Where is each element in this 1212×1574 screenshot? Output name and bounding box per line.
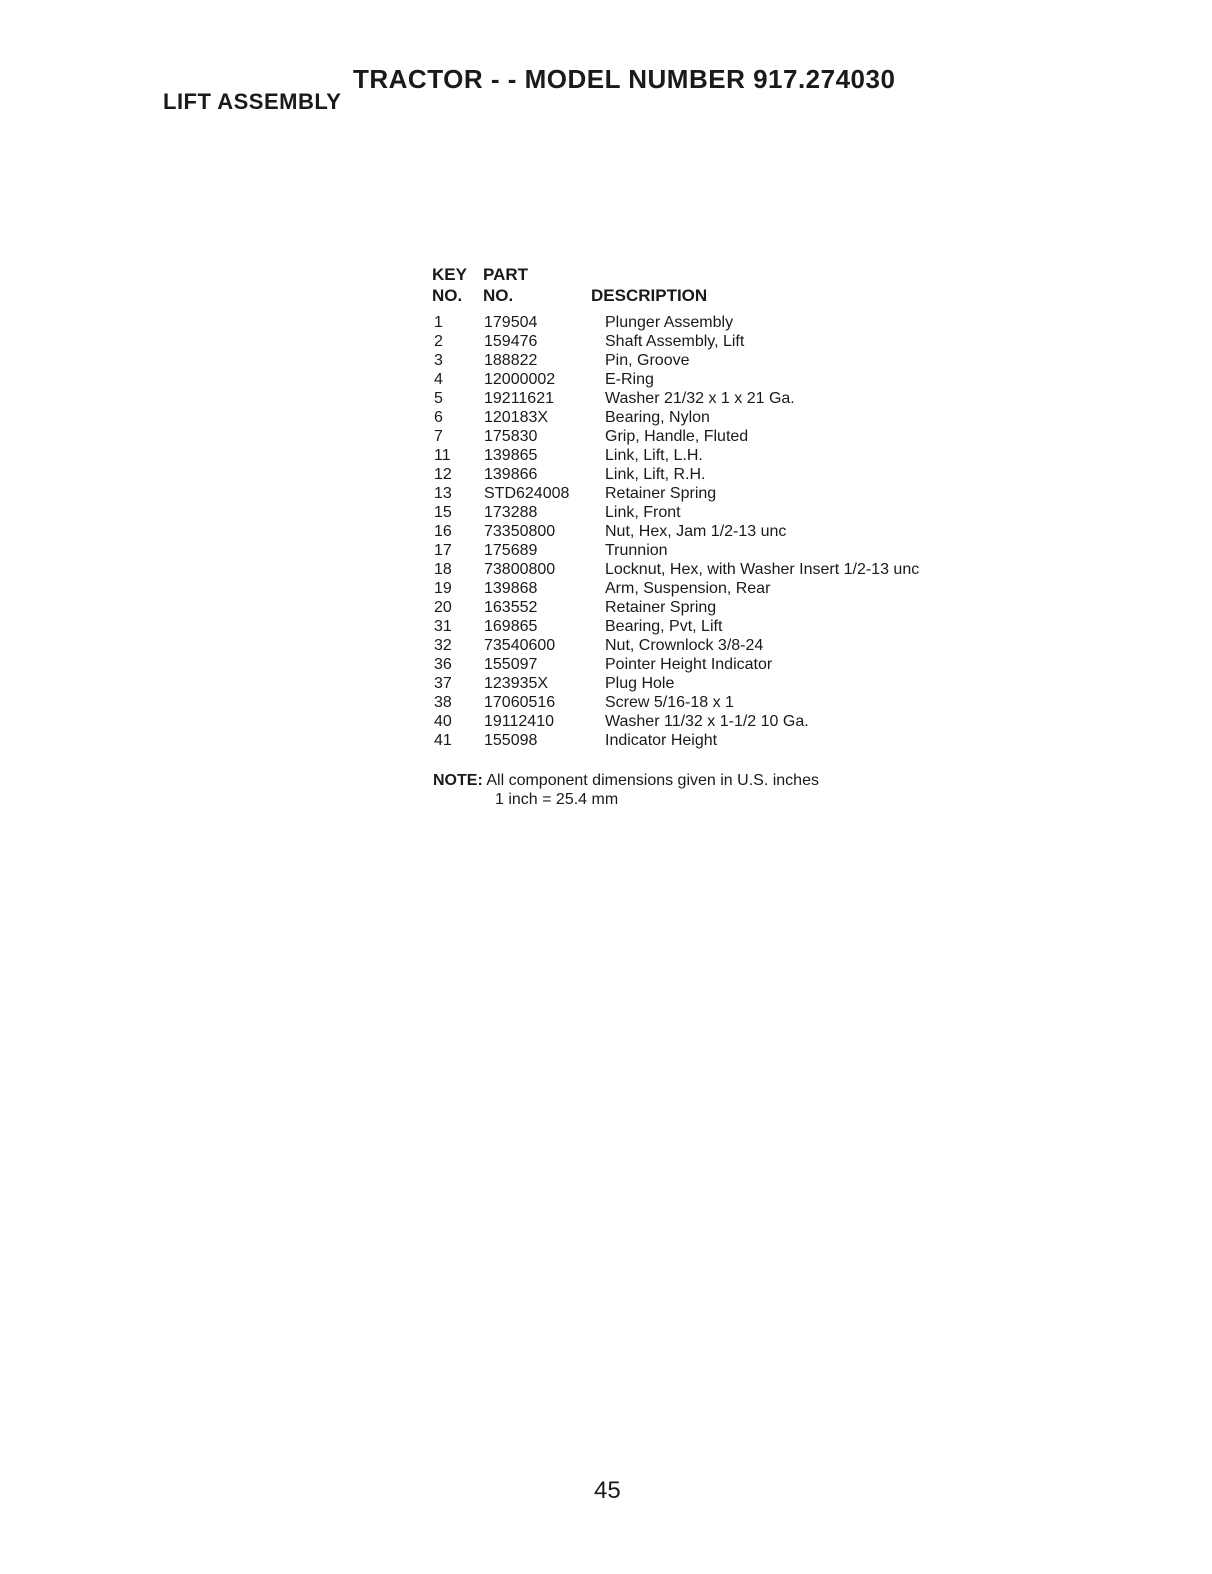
- part-number: 19211621: [484, 390, 554, 407]
- part-description: Link, Front: [605, 504, 681, 521]
- key-number: 17: [434, 542, 452, 559]
- key-number: 12: [434, 466, 452, 483]
- key-number: 18: [434, 561, 452, 578]
- page-title: TRACTOR - - MODEL NUMBER 917.274030: [353, 64, 896, 94]
- key-number: 6: [434, 409, 443, 426]
- part-number: 19112410: [484, 713, 554, 730]
- key-header-line2: NO.: [432, 286, 463, 305]
- part-description: Indicator Height: [605, 732, 718, 749]
- part-number: 123935X: [484, 675, 549, 692]
- key-number: 40: [434, 713, 452, 730]
- part-number: 169865: [484, 618, 538, 635]
- note-line1: All component dimensions given in U.S. inches: [486, 772, 819, 789]
- part-number: 73800800: [484, 561, 556, 578]
- part-description: Bearing, Nylon: [605, 409, 710, 426]
- key-number: 37: [434, 675, 452, 692]
- part-number: 155098: [484, 732, 538, 749]
- part-description: Bearing, Pvt, Lift: [605, 618, 723, 635]
- part-description: Locknut, Hex, with Washer Insert 1/2-13 unc: [605, 561, 920, 578]
- part-number: 175689: [484, 542, 538, 559]
- part-number: 159476: [484, 333, 538, 350]
- part-description: Grip, Handle, Fluted: [605, 428, 749, 445]
- key-number: 3: [434, 352, 443, 369]
- part-description: Washer 11/32 x 1-1/2 10 Ga.: [605, 713, 809, 730]
- part-description: Plunger Assembly: [605, 314, 734, 331]
- key-number: 36: [434, 656, 452, 673]
- key-number: 38: [434, 694, 452, 711]
- description-header: DESCRIPTION: [591, 286, 708, 305]
- part-description: Retainer Spring: [605, 485, 717, 502]
- part-description: Nut, Crownlock 3/8-24: [605, 637, 764, 654]
- part-description: Pointer Height Indicator: [605, 656, 773, 673]
- part-number: 12000002: [484, 371, 556, 388]
- part-number: 73350800: [484, 523, 556, 540]
- key-number: 7: [434, 428, 443, 445]
- key-number: 13: [434, 485, 452, 502]
- part-description: Link, Lift, L.H.: [605, 447, 703, 464]
- key-header-line1: KEY: [432, 265, 467, 284]
- part-description: E-Ring: [605, 371, 654, 388]
- page-number: 45: [594, 1477, 621, 1504]
- key-number: 31: [434, 618, 452, 635]
- part-description: Plug Hole: [605, 675, 675, 692]
- key-number: 2: [434, 333, 443, 350]
- part-description: Screw 5/16-18 x 1: [605, 694, 734, 711]
- part-number: 73540600: [484, 637, 556, 654]
- note: [433, 771, 819, 809]
- part-description: Trunnion: [605, 542, 668, 559]
- part-description: Nut, Hex, Jam 1/2-13 unc: [605, 523, 787, 540]
- part-number: 173288: [484, 504, 538, 521]
- part-number: 139865: [484, 447, 538, 464]
- part-number: 120183X: [484, 409, 549, 426]
- part-number: 163552: [484, 599, 538, 616]
- part-number: 17060516: [484, 694, 556, 711]
- key-number: 4: [434, 371, 443, 388]
- part-description: Arm, Suspension, Rear: [605, 580, 771, 597]
- key-number: 11: [434, 447, 451, 464]
- section-title: LIFT ASSEMBLY: [163, 89, 342, 114]
- part-header-line1: PART: [483, 265, 529, 284]
- part-number: 175830: [484, 428, 538, 445]
- key-number: 32: [434, 637, 452, 654]
- part-header-line2: NO.: [483, 286, 514, 305]
- part-number: STD624008: [484, 485, 570, 502]
- part-description: Washer 21/32 x 1 x 21 Ga.: [605, 390, 795, 407]
- part-number: 139868: [484, 580, 538, 597]
- part-description: Pin, Groove: [605, 352, 690, 369]
- key-number: 20: [434, 599, 452, 616]
- part-description: Retainer Spring: [605, 599, 717, 616]
- key-number: 5: [434, 390, 443, 407]
- part-number: 155097: [484, 656, 538, 673]
- part-number: 139866: [484, 466, 538, 483]
- note-line2: 1 inch = 25.4 mm: [495, 791, 619, 808]
- part-number: 179504: [484, 314, 538, 331]
- key-number: 19: [434, 580, 452, 597]
- key-number: 1: [434, 314, 443, 331]
- key-number: 16: [434, 523, 452, 540]
- part-description: Shaft Assembly, Lift: [605, 333, 745, 350]
- key-number: 15: [434, 504, 452, 521]
- key-number: 41: [434, 732, 452, 749]
- part-description: Link, Lift, R.H.: [605, 466, 706, 483]
- part-number: 188822: [484, 352, 538, 369]
- note-label: NOTE:: [433, 772, 483, 789]
